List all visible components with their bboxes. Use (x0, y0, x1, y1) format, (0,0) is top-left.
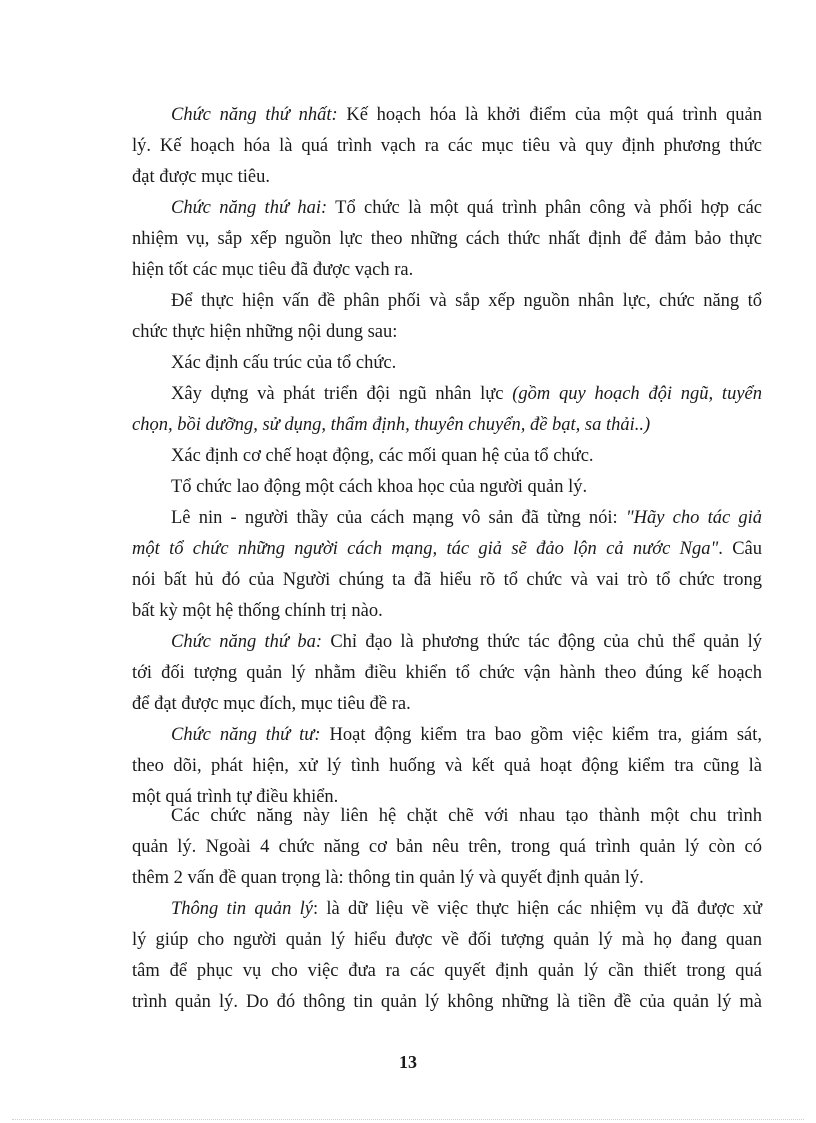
para-cycle-line2: quản lý. Ngoài 4 chức năng cơ bản nêu trên, trong quá trình quản lý còn có (132, 837, 762, 857)
para-func1-line3: đạt được mục tiêu. (132, 167, 270, 187)
para-func2-line2: nhiệm vụ, sắp xếp nguồn lực theo những cách thức nhất định để đảm bảo thực (132, 229, 762, 249)
func2-lead: Chức năng thứ hai: (171, 198, 328, 218)
para-func4-line3: một quá trình tự điều khiển. (132, 787, 339, 807)
lenin-text-1: Lê nin - người thầy của cách mạng vô sản đã từng nói: (171, 508, 626, 528)
lenin-text-2: . Câu (718, 539, 762, 559)
lenin-quote-1: "Hãy cho tác giả (625, 508, 762, 528)
para-func4-line2: theo dõi, phát hiện, xử lý tình huống và kết quả hoạt động kiểm tra cũng là (132, 756, 762, 776)
info-lead: Thông tin quản lý (171, 899, 313, 919)
para-func1-line1 (171, 100, 762, 130)
list-item-mechanism: Xác định cơ chế hoạt động, các mối quan hệ của tổ chức. (171, 446, 594, 466)
list-item-labor: Tổ chức lao động một cách khoa học của người quản lý. (171, 477, 588, 497)
lenin-quote-2: một tổ chức những người cách mạng, tác giả sẽ đảo lộn cả nước Nga" (132, 539, 719, 559)
func1-lead: Chức năng thứ nhất: (171, 105, 338, 125)
para-lenin-line2 (132, 534, 762, 564)
para-info-line4: trình quản lý. Do đó thông tin quản lý không những là tiền đề của quản lý mà (132, 992, 762, 1012)
para-lenin-line3: nói bất hủ đó của Người chúng ta đã hiểu rõ tổ chức và vai trò tổ chức trong (132, 570, 762, 590)
workforce-text: Xây dựng và phát triển đội ngũ nhân lực (171, 384, 513, 404)
func2-text-1: Tổ chức là một quá trình phân công và phối hợp các (327, 198, 763, 218)
para-func3-line2: tới đối tượng quản lý nhằm điều khiển tổ chức vận hành theo đúng kế hoạch (132, 663, 762, 683)
workforce-italic-2: chọn, bồi dưỡng, sử dụng, thẩm định, thuyên chuyển, đề bạt, sa thải..) (132, 415, 651, 435)
info-text-1: : là dữ liệu về việc thực hiện các nhiệm vụ đã được xử (312, 899, 762, 919)
para-info-line3: tâm để phục vụ cho việc đưa ra các quyết định quản lý cần thiết trong quá (132, 961, 762, 981)
para-func3-line3: để đạt được mục đích, mục tiêu đề ra. (132, 694, 411, 714)
para-func2-line3: hiện tốt các mục tiêu đã được vạch ra. (132, 260, 414, 280)
para-func3-line1 (171, 627, 762, 657)
workforce-italic-1: (gồm quy hoạch đội ngũ, tuyển (512, 384, 762, 404)
para-hr-line2: chức thực hiện những nội dung sau: (132, 322, 398, 342)
func4-text-1: Hoạt động kiểm tra bao gồm việc kiểm tra, giám sát, (320, 725, 762, 745)
page-number: 13 (399, 1052, 417, 1072)
para-func4-line1 (171, 720, 762, 750)
para-lenin-line4: bất kỳ một hệ thống chính trị nào. (132, 601, 383, 621)
func1-text-1: Kế hoạch hóa là khởi điểm của một quá trình quản (337, 105, 762, 125)
para-cycle-line3: thêm 2 vấn đề quan trọng là: thông tin quản lý và quyết định quản lý. (132, 868, 644, 888)
para-func1-line2: lý. Kế hoạch hóa là quá trình vạch ra các mục tiêu và quy định phương thức (132, 136, 762, 156)
para-info-line1 (171, 894, 762, 924)
func3-lead: Chức năng thứ ba: (171, 632, 322, 652)
para-hr-line1: Để thực hiện vấn đề phân phối và sắp xếp nguồn nhân lực, chức năng tổ (171, 291, 762, 311)
list-item-workforce-line1 (171, 379, 762, 409)
list-item-workforce-line2 (132, 410, 762, 440)
func4-lead: Chức năng thứ tư: (171, 725, 321, 745)
para-lenin-line1 (171, 503, 762, 533)
para-info-line2: lý giúp cho người quản lý hiểu được về đối tượng quản lý mà họ đang quan (132, 930, 762, 950)
func3-text-1: Chỉ đạo là phương thức tác động của chủ thể quản lý (322, 632, 762, 652)
para-func2-line1 (171, 193, 762, 223)
para-cycle-line1: Các chức năng này liên hệ chặt chẽ với nhau tạo thành một chu trình (171, 806, 762, 826)
list-item-structure: Xác định cấu trúc của tổ chức. (171, 353, 397, 373)
page-bottom-divider (12, 1119, 804, 1120)
